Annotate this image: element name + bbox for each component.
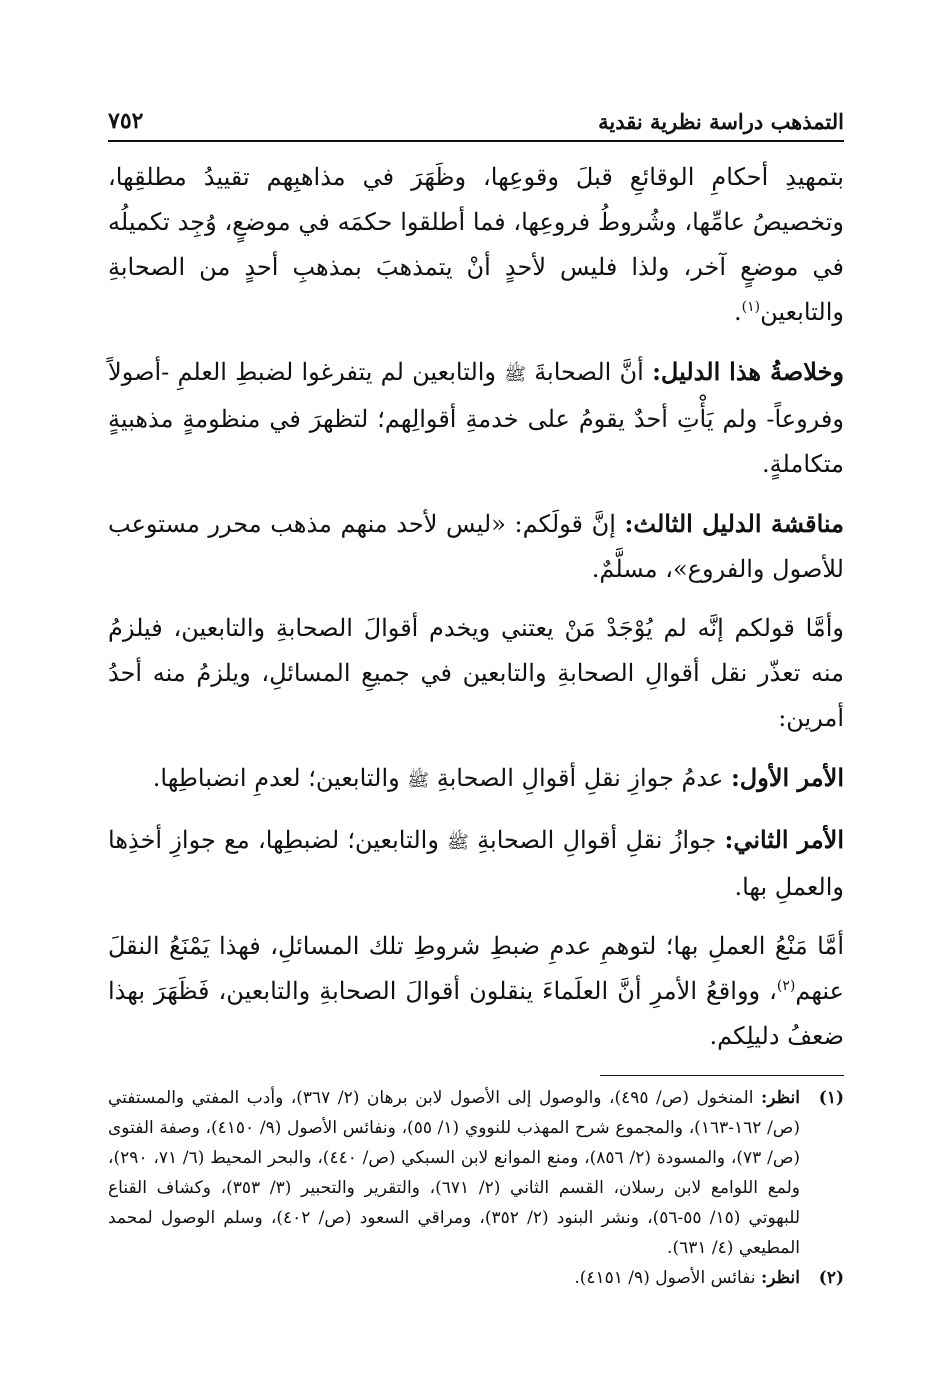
- paragraph-2: [108, 349, 844, 487]
- page-header: [108, 100, 844, 134]
- honorific-symbol: ﷺ: [504, 364, 526, 385]
- paragraph-7-text-a: أمَّا مَنْعُ العملِ بها؛ لتوهمِ عدمِ ضبطِ شروطِ تلك المسائلِ، فهذا يَمْنَعُ النقلَ عنهم: [108, 932, 844, 1005]
- footnote-body: المنخول (ص/ ٤٩٥)، والوصول إلى الأصول لابن برهان (٢/ ٣٦٧)، وأدب المفتي والمستفتي (ص/ ١٦٢-١٦٣)، والمجموع شرح المهذب للنووي (١/ ٥٥)، ونفائس الأصول (٩/ ٤١٥٠)، وصفة الفتوى (ص/ ٧٣)، والمسودة (٢/ ٨٥٦)، ومنع الموانع لابن السبكي (ص/ ٤٤٠)، والبحر المحيط (٦/ ٧١، ٢٩٠)، ولمع اللوامع لابن رسلان، القسم الثاني (٢/ ٦٧١)، والتقرير والتحبير (٣/ ٣٥٣)، وكشاف القناع للبهوتي (١٥/ ٥٥-٥٦)، ونشر البنود (٢/ ٣٥٢)، ومراقي السعود (ص/ ٤٠٢)، وسلم الوصول لمحمد المطيعي (٤/ ٦٣١).: [108, 1088, 800, 1258]
- paragraph-2-lead: وخلاصةُ هذا الدليل:: [652, 357, 845, 386]
- paragraph-5-text-a: عدمُ جوازِ نقلِ أقوالِ الصحابةِ: [429, 764, 731, 792]
- running-title: التمذهب دراسة نظرية نقدية: [598, 109, 844, 134]
- footnote-lead: انظر:: [760, 1268, 800, 1288]
- paragraph-6-lead: الأمر الثاني:: [724, 825, 844, 854]
- footnote-number: (١): [818, 1088, 844, 1108]
- paragraph-6-text-a: جوازُ نقلِ أقوالِ الصحابةِ: [468, 826, 725, 854]
- paragraph-6: [108, 817, 844, 910]
- paragraph-3: [108, 501, 844, 592]
- footnote-ref-2: (٢): [776, 978, 796, 994]
- page-number: ٧٥٢: [108, 108, 144, 134]
- paragraph-1: [108, 155, 844, 335]
- paragraph-2-text-a: أنَّ الصحابةَ: [525, 358, 653, 386]
- paragraph-7: [108, 924, 844, 1059]
- footnote-body: نفائس الأصول (٩/ ٤١٥١).: [574, 1268, 761, 1288]
- paragraph-5-text-b: والتابعين؛ لعدمِ انضباطِها.: [152, 764, 408, 792]
- footnote-2: [108, 1263, 844, 1293]
- footnote-1: [108, 1083, 844, 1263]
- paragraph-5-lead: الأمر الأول:: [730, 763, 844, 792]
- paragraph-7-text-b: ، وواقعُ الأمرِ أنَّ العلَماءَ ينقلون أقوالَ الصحابةِ والتابعين، فَظَهَرَ بهذا ضعفُ دليلِكم.: [108, 977, 844, 1050]
- paragraph-4: [108, 606, 844, 741]
- paragraph-5: [108, 755, 844, 803]
- footnote-lead: انظر:: [760, 1088, 800, 1108]
- footnote-text: [108, 1083, 800, 1263]
- header-divider: [108, 140, 844, 142]
- paragraph-4-text: وأمَّا قولكم إنَّه لم يُوْجَدْ مَنْ يعتني ويخدم أقوالَ الصحابةِ والتابعين، فيلزمُ منه تعذّر نقل أقوالِ الصحابةِ والتابعين في جميعِ المسائلِ، ويلزمُ منه أحدُ أمرين:: [108, 614, 845, 732]
- paragraph-2-text-b: والتابعين لم يتفرغوا لضبطِ العلمِ -أصولاً وفروعاً- ولم يَأْتِ أحدٌ يقومُ على خدمةِ أقوالِهم؛ لتظهرَ في منظومةٍ مذهبيةٍ متكاملةٍ.: [108, 358, 844, 478]
- honorific-symbol: ﷺ: [447, 832, 469, 853]
- paragraph-1-end: .: [733, 298, 742, 326]
- paragraph-3-lead: مناقشة الدليل الثالث:: [624, 509, 844, 538]
- footnotes: [108, 1083, 844, 1293]
- footnote-text: [108, 1263, 800, 1293]
- footnote-ref-1: (١): [741, 299, 761, 315]
- footnote-divider: [600, 1075, 844, 1076]
- main-text: [108, 155, 844, 1073]
- honorific-symbol: ﷺ: [407, 770, 430, 791]
- paragraph-6-text-b: والتابعين؛ لضبطِها، مع جوازِ أخذِها والعملِ بها.: [108, 826, 844, 901]
- paragraph-3-text: إنَّ قولَكم: «ليس لأحد منهم مذهب محرر مستوعب للأصول والفروع»، مسلَّمٌ.: [108, 510, 844, 583]
- paragraph-1-text: بتمهيدِ أحكامِ الوقائعِ قبلَ وقوعِها، وظَهَرَ في مذاهبِهم تقييدُ مطلقِها، وتخصيصُ عامِّها، وشُروطُ فروعِها، فما أطلقوا حكمَه في موضعٍ، وُجِد تكميلُه في موضعٍ آخر، ولذا فليس لأحدٍ أنْ يتمذهبَ بمذهبِ أحدٍ من الصحابةِ والتابعين: [108, 163, 844, 326]
- footnote-number: (٢): [818, 1268, 844, 1288]
